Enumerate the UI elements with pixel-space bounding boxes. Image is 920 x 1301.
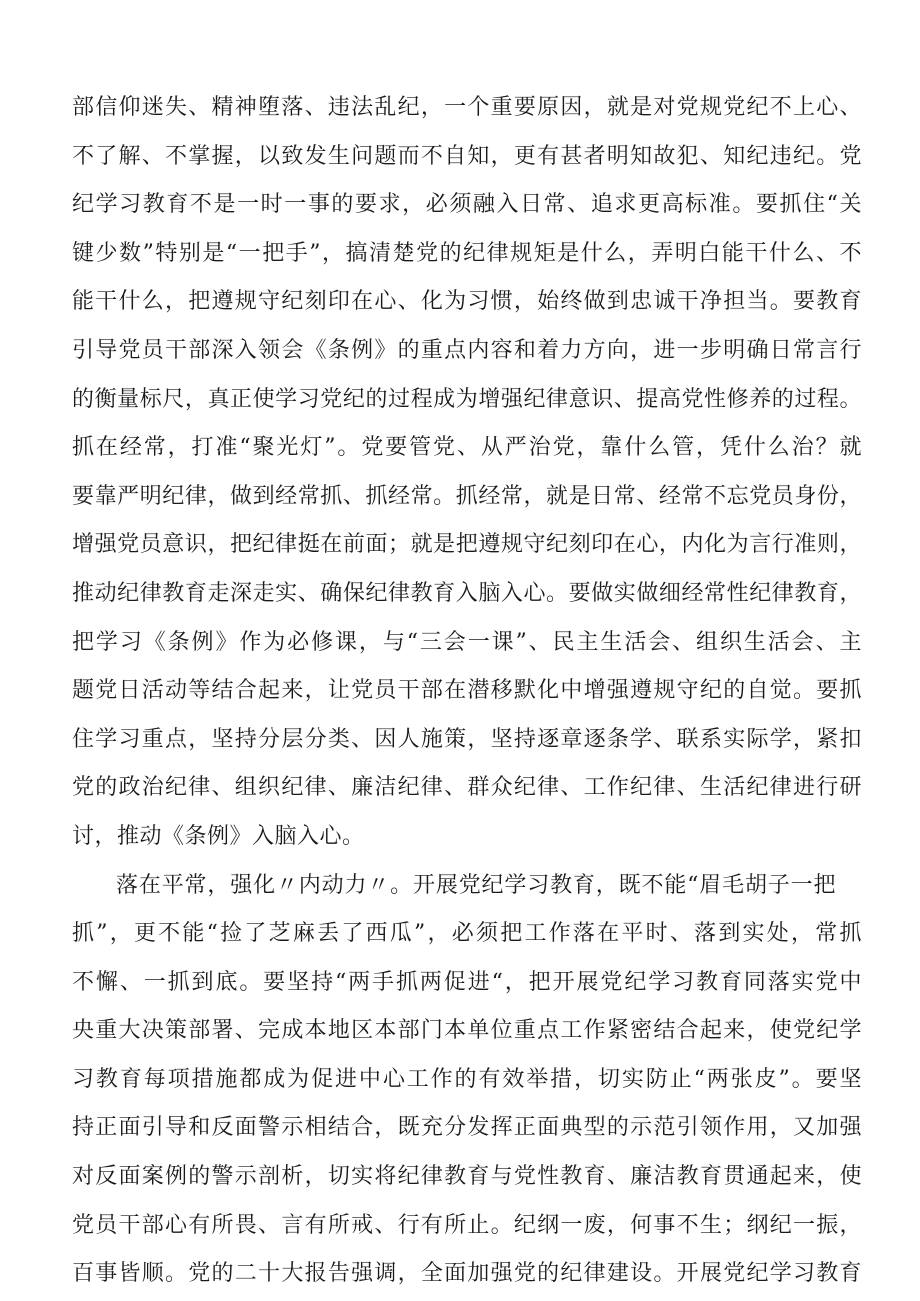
text-line: 住学习重点，坚持分层分类、因人施策，坚持逐章逐条学、联系实际学，紧扣	[72, 726, 862, 752]
text-line: 抓在经常，打准“聚光灯”。党要管党、从严治党，靠什么管，凭什么治？就	[72, 435, 862, 461]
text-line: 讨，推动《条例》入脑入心。	[72, 823, 365, 849]
text-line: 党的政治纪律、组织纪律、廉洁纪律、群众纪律、工作纪律、生活纪律进行研	[72, 775, 862, 801]
paragraph-heading: 落在平常，强化〃内动力〃。	[116, 872, 414, 898]
text-line: 能干什么，把遵规守纪刻印在心、化为习惯，始终做到忠诚干净担当。要教育	[72, 289, 862, 315]
text-line: 持正面引导和反面警示相结合，既充分发挥正面典型的示范引领作用，又加强	[72, 1115, 862, 1141]
text-line: 央重大决策部署、完成本地区本部门本单位重点工作紧密结合起来，使党纪学	[72, 1018, 862, 1044]
paragraph-2	[72, 862, 862, 1299]
text-line: 推动纪律教育走深走实、确保纪律教育入脑入心。要做实做细经常性纪律教育，	[72, 580, 862, 606]
document-page	[72, 84, 862, 1299]
text-line: 习教育每项措施都成为促进中心工作的有效举措，切实防止“两张皮”。要坚	[72, 1066, 862, 1092]
text-line: 纪学习教育不是一时一事的要求，必须融入日常、追求更高标准。要抓住“关	[72, 192, 862, 218]
text-line: 对反面案例的警示剖析，切实将纪律教育与党性教育、廉洁教育贯通起来，使	[72, 1164, 862, 1190]
paragraph-first-line	[72, 862, 836, 911]
paragraph-1	[72, 84, 862, 862]
text-line: 题党日活动等结合起来，让党员干部在潜移默化中增强遵规守纪的自觉。要抓	[72, 678, 862, 704]
text-line: 不懈、一抓到底。要坚持“两手抓两促进“，把开展党纪学习教育同落实党中	[72, 969, 862, 995]
text-line: 引导党员干部深入领会《条例》的重点内容和着力方向，进一步明确日常言行	[72, 337, 862, 363]
text-line: 的衡量标尺，真正使学习党纪的过程成为增强纪律意识、提高党性修养的过程。	[72, 386, 862, 412]
text-span: 开展党纪学习教育，既不能“眉毛胡子一把	[413, 872, 836, 898]
text-line: 党员干部心有所畏、言有所戒、行有所止。纪纲一废，何事不生；纲纪一振，	[72, 1212, 862, 1238]
text-line: 部信仰迷失、精神堕落、违法乱纪，一个重要原因，就是对党规党纪不上心、	[72, 95, 862, 120]
text-line: 抓”，更不能“捡了芝麻丢了西瓜”，必须把工作落在平时、落到实处，常抓	[72, 921, 862, 947]
text-line: 要靠严明纪律，做到经常抓、抓经常。抓经常，就是日常、经常不忘党员身份，	[72, 483, 862, 509]
text-line: 键少数”特别是“一把手”，搞清楚党的纪律规矩是什么，弄明白能干什么、不	[72, 240, 862, 266]
text-line: 增强党员意识，把纪律挺在前面；就是把遵规守纪刻印在心，内化为言行准则，	[72, 532, 862, 558]
text-line: 不了解、不掌握，以致发生问题而不自知，更有甚者明知故犯、知纪违纪。党	[72, 143, 862, 169]
text-line: 把学习《条例》作为必修课，与“三会一课”、民主生活会、组织生活会、主	[72, 629, 862, 655]
text-line: 百事皆顺。党的二十大报告强调，全面加强党的纪律建设。开展党纪学习教育	[72, 1261, 862, 1287]
